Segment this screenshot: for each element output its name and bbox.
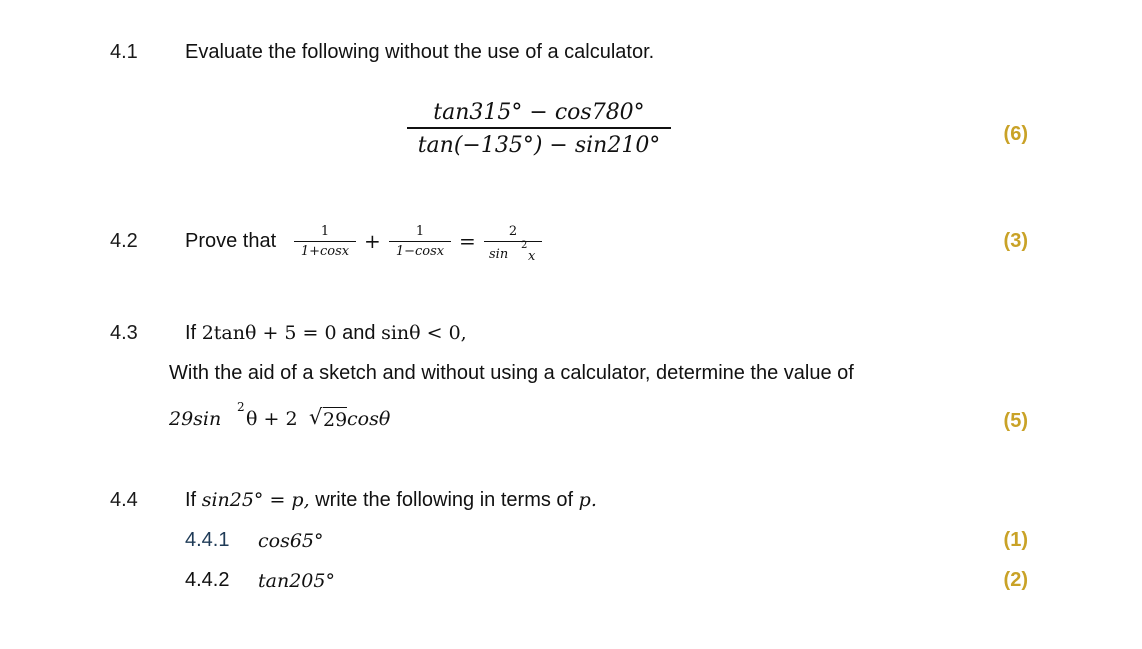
question-text-4-2: Prove that (185, 230, 277, 252)
plus-sign: + (364, 229, 381, 253)
mark-4-3: (5) (1003, 410, 1028, 432)
fraction-denominator: 1−cosx (395, 244, 445, 259)
subquestion-number-4-4-2: 4.4.2 (185, 569, 230, 591)
question-text-4-1: Evaluate the following without the use of a calculator. (185, 41, 655, 63)
mark-4-1: (6) (1003, 123, 1028, 145)
mark-4-2: (3) (1003, 230, 1028, 252)
fraction-numerator: 1 (320, 224, 330, 239)
fraction-numerator: 1 (415, 224, 425, 239)
fraction-4-2-a (294, 224, 356, 259)
question-number-4-3: 4.3 (110, 322, 138, 344)
subquestion-expr-4-4-2: tan205° (258, 570, 335, 592)
fraction-bar (407, 127, 671, 129)
subquestion-expr-4-4-1: cos65° (258, 530, 324, 552)
fraction-4-1 (407, 100, 671, 158)
question-number-4-4: 4.4 (110, 489, 138, 511)
subquestion-number-4-4-1: 4.4.1 (185, 529, 230, 551)
fraction-numerator: tan315° − cos780° (433, 100, 645, 125)
question-number-4-2: 4.2 (110, 230, 138, 252)
question-text-4-4: If sin25° = p, write the following in terms of p. (185, 489, 597, 511)
question-condition-4-3: If 2tanθ + 5 = 0 and sinθ < 0, (185, 322, 467, 344)
fraction-bar (389, 241, 451, 242)
question-instruction-4-3: With the aid of a sketch and without using a calculator, determine the value of (169, 362, 854, 384)
fraction-numerator: 2 (508, 224, 518, 239)
fraction-bar (484, 241, 542, 242)
equals-sign: = (459, 229, 476, 253)
fraction-4-2-b (389, 224, 451, 259)
fraction-denominator: sin 2 x (489, 240, 536, 264)
expression-4-3: 29sin 2 θ + 2 √ 29 cosθ (169, 400, 391, 431)
mark-4-4-2: (2) (1003, 569, 1028, 591)
mark-4-4-1: (1) (1003, 529, 1028, 551)
sqrt-icon: √ (309, 405, 323, 429)
fraction-bar (294, 241, 356, 242)
question-number-4-1: 4.1 (110, 41, 138, 63)
fraction-denominator: tan(−135°) − sin210° (417, 132, 661, 158)
fraction-denominator: 1+cosx (300, 244, 350, 259)
fraction-4-2-c (484, 224, 542, 264)
